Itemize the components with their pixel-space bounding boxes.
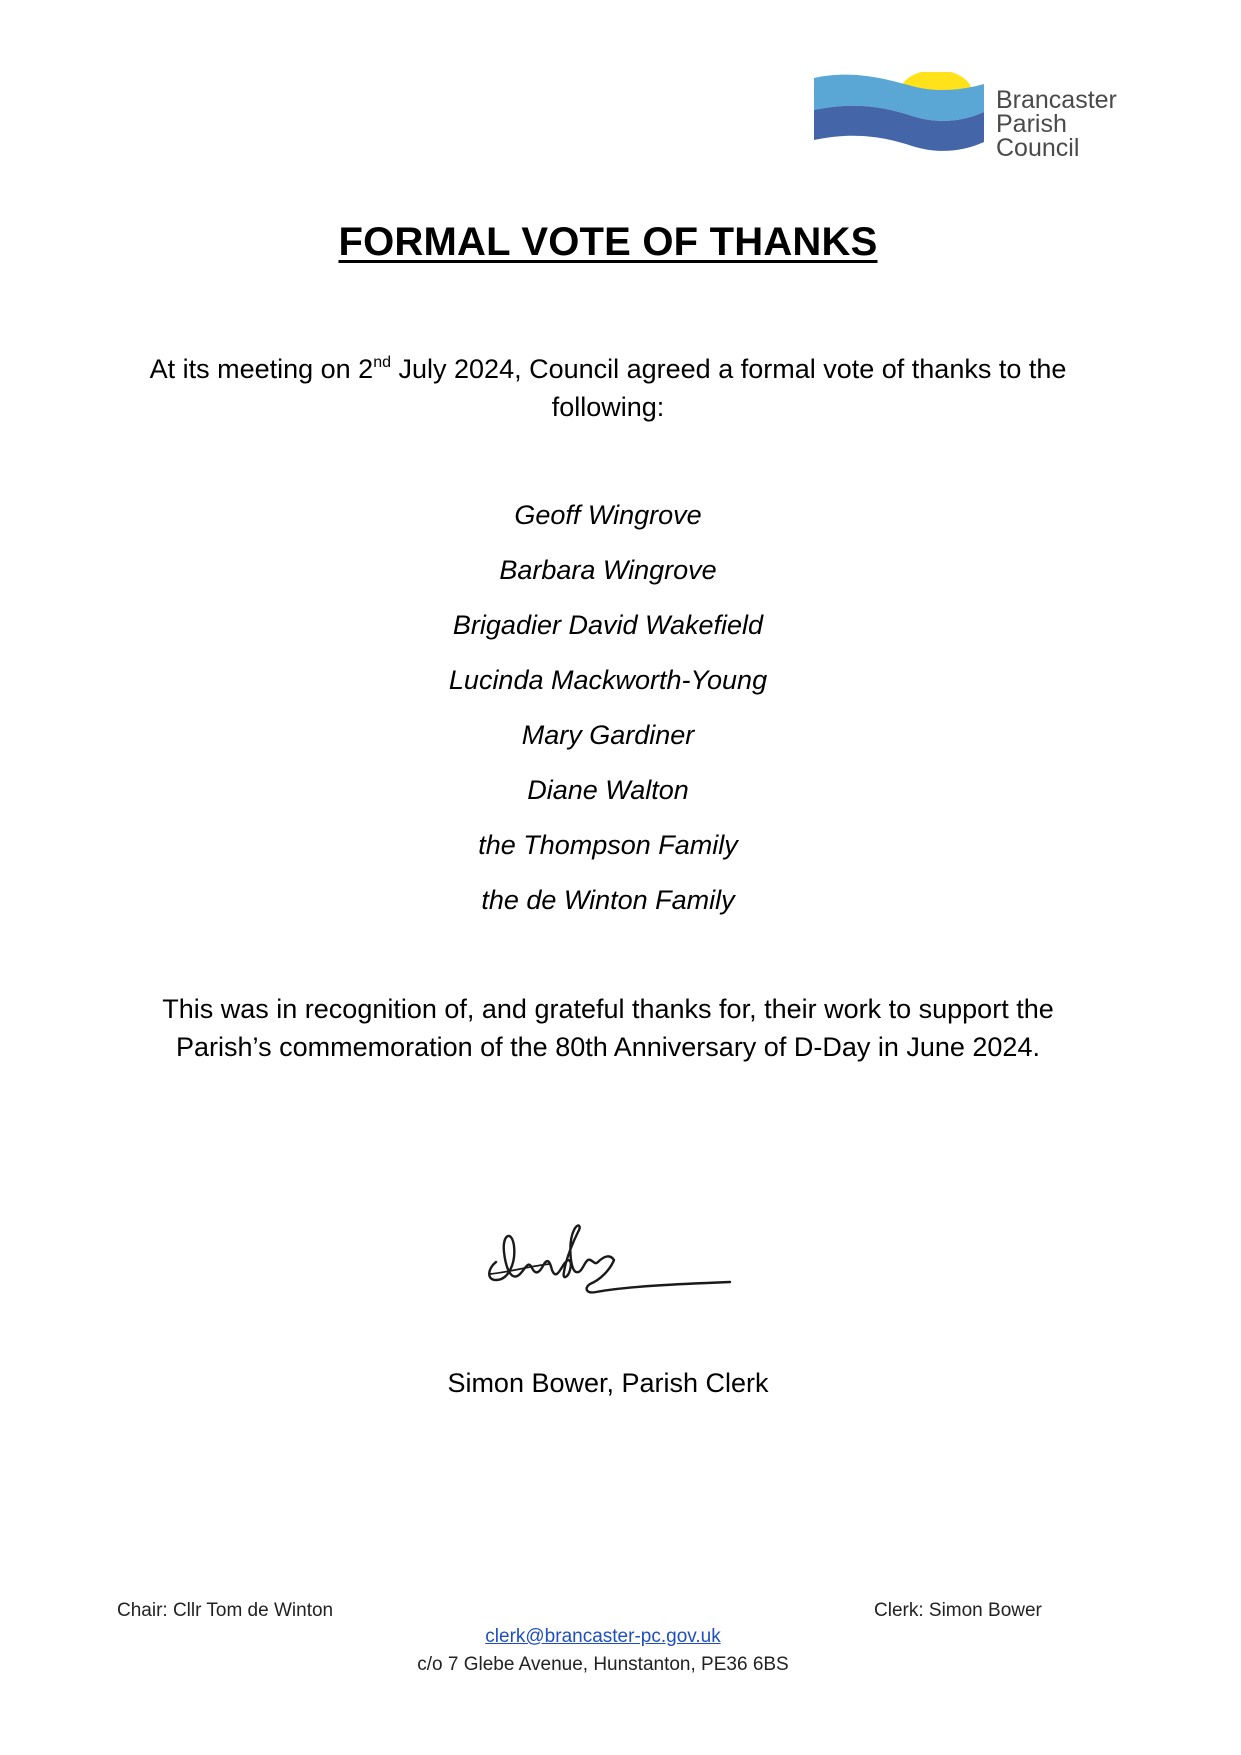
document-title: FORMAL VOTE OF THANKS [338, 220, 878, 264]
signature-icon [460, 1200, 760, 1330]
name-item: Brigadier David Wakefield [452, 610, 764, 640]
intro-day-suffix: nd [373, 354, 391, 371]
name-item: the Thompson Family [478, 830, 738, 860]
intro-before-day: At its meeting on 2 [149, 354, 374, 384]
footer-chair: Chair: Cllr Tom de Winton [117, 1600, 334, 1621]
logo-text-line2: Parish [996, 110, 1067, 138]
logo-text-line1: Brancaster [996, 86, 1117, 114]
name-item: Mary Gardiner [521, 720, 695, 750]
name-item: the de Winton Family [481, 885, 735, 915]
name-item: Lucinda Mackworth-Young [448, 665, 768, 695]
signature-stroke [489, 1226, 730, 1293]
logo-wave-sun-icon [812, 72, 992, 172]
intro-after-day: July 2024, Council agreed a formal vote of thanks to the following: [391, 354, 1067, 422]
footer-address: c/o 7 Glebe Avenue, Hunstanton, PE36 6BS [417, 1654, 789, 1675]
footer-clerk: Clerk: Simon Bower [874, 1600, 1042, 1621]
name-item: Geoff Wingrove [514, 500, 702, 530]
intro-paragraph [120, 350, 1096, 426]
handwritten-signature [460, 1200, 760, 1330]
signatory-name: Simon Bower, Parish Clerk [447, 1368, 769, 1398]
recognition-paragraph: This was in recognition of, and grateful thanks for, their work to support the Parish’s commemoration of the 80th Anniversary of D-Day in June 2024. [162, 994, 1054, 1062]
name-item: Barbara Wingrove [499, 555, 717, 585]
brancaster-parish-council-logo [812, 72, 1142, 172]
logo-text [996, 88, 1146, 160]
names-list [0, 497, 1216, 937]
name-item: Diane Walton [527, 775, 689, 805]
logo-text-line3: Council [996, 134, 1080, 162]
footer-email-link[interactable]: clerk@brancaster-pc.gov.uk [485, 1626, 721, 1647]
